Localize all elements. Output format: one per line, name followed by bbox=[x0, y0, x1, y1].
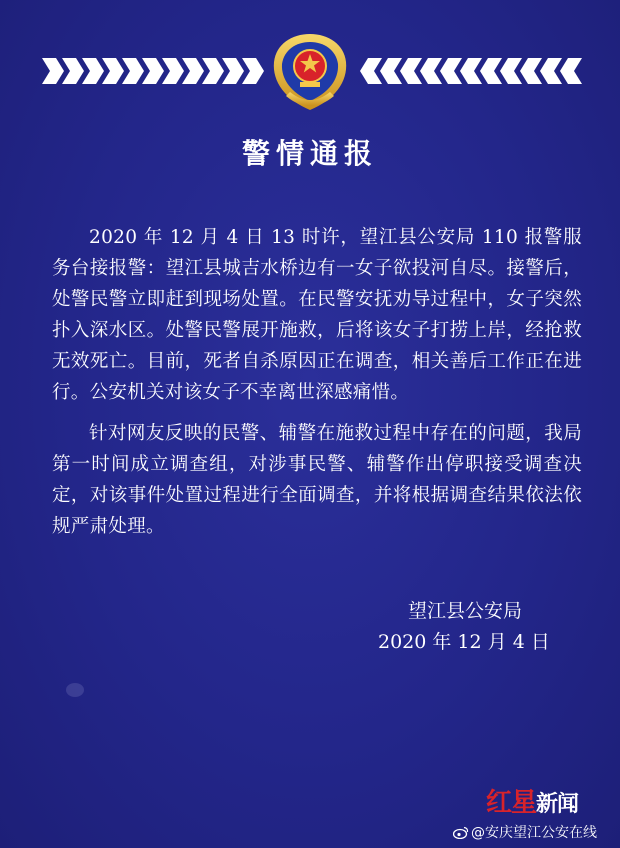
police-emblem-icon bbox=[268, 30, 352, 116]
issue-date: 2020 年 12 月 4 日 bbox=[378, 631, 550, 653]
weibo-icon bbox=[453, 826, 469, 839]
weibo-watermark bbox=[453, 822, 597, 842]
watermark-brand-white: 新闻 bbox=[536, 792, 579, 817]
hongxing-news-watermark bbox=[486, 782, 578, 819]
notice-paragraph-2: 针对网友反映的民警、辅警在施救过程中存在的问题，我局第一时间成立调查组，对涉事民警、辅警作出停职接受调查决定，对该事件处置过程进行全面调查，并将根据调查结果依法依规严肃处理。 bbox=[52, 423, 582, 537]
wing-stripes-right bbox=[360, 58, 582, 84]
issuer-name: 望江县公安局 bbox=[408, 600, 523, 622]
wing-stripes-left bbox=[42, 58, 264, 84]
weibo-handle: @安庆望江公安在线 bbox=[471, 825, 597, 841]
notice-body bbox=[52, 222, 582, 542]
watermark-brand-red: 红星 bbox=[486, 788, 537, 818]
notice-title: 警情通报 bbox=[241, 137, 378, 170]
notice-paragraph-1: 2020 年 12 月 4 日 13 时许，望江县公安局 110 报警服务台接报警：望江县城吉水桥边有一女子欲投河自尽。接警后，处警民警立即赶到现场处置。在民警安抚劝导过程中，女子突然扑入深水区。处警民警展开施救，后将该女子打捞上岸，经抢救无效死亡。目前，死者自杀原因正在调查，相关善后工作正在进行。公安机关对该女子不幸离世深感痛惜。 bbox=[52, 227, 582, 403]
image-smudge bbox=[66, 683, 84, 697]
